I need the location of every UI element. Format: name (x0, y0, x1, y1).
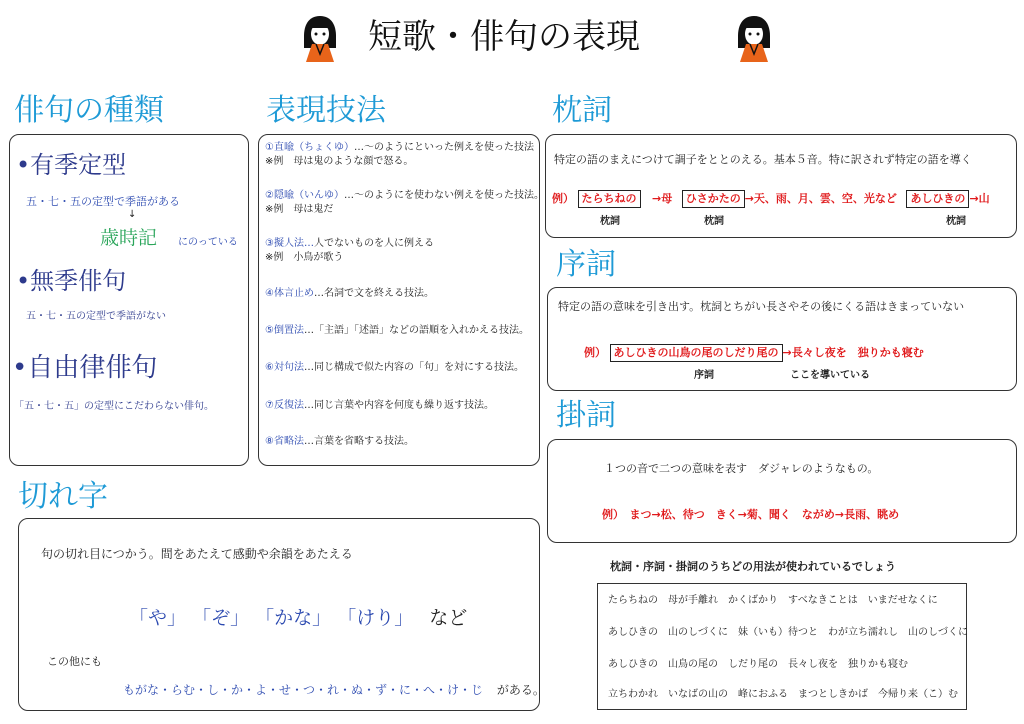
jokotoba-caption: 序詞 (694, 370, 714, 381)
makurakotoba-desc: 特定の語のまえにつけて調子をととのえる。基本５音。特に訳されず特定の語を導く (554, 153, 972, 166)
technique-item (265, 189, 544, 217)
technique-body: …同じ言葉や内容を何度も繰り返す技法。 (303, 400, 494, 411)
quiz-panel (597, 583, 967, 710)
technique-example: ※例 母は鬼のような顔で怒る。 (265, 156, 414, 167)
jokotoba-example (584, 344, 924, 362)
makurakotoba-panel (545, 134, 1017, 238)
makura-caption: 枕詞 (600, 216, 620, 227)
technique-head: ④体言止め (265, 288, 314, 299)
technique-head: ⑦反復法 (265, 400, 304, 411)
saijiki-label: 歳時記 (100, 227, 158, 249)
technique-body: …言葉を省略する技法。 (303, 436, 414, 447)
kakekotoba-example: 例） まつ→松、待つ きく→菊、聞く ながめ→長雨、眺め (602, 508, 900, 521)
technique-item (265, 399, 494, 413)
makura-caption: 枕詞 (946, 216, 966, 227)
kireji-nado: など (429, 607, 468, 629)
kireji-word: 「けり」 (337, 607, 414, 629)
kireji-panel (18, 518, 545, 711)
quiz-line: あしひきの 山のしづくに 妹（いも）待つと わが立ち濡れし 山のしづくに (608, 627, 968, 638)
technique-body: 人でないものを人に例える (313, 238, 434, 249)
quiz-question: 枕詞・序詞・掛詞のうちどの用法が使われているでしょう (610, 560, 896, 573)
quiz-line: あしひきの 山鳥の尾の しだり尾の 長々し夜を 独りかも寝む (608, 659, 908, 670)
girl-avatar-icon (732, 14, 776, 62)
makura-target: →山 (969, 192, 990, 205)
technique-body: …名詞で文を終える技法。 (313, 288, 434, 299)
technique-body: …〜のようにといった例えを使った技法 (353, 142, 534, 153)
technique-body: …同じ構成で似た内容の「句」を対にする技法。 (303, 362, 524, 373)
kireji-word: 「ぞ」 (192, 607, 250, 629)
technique-item (265, 324, 529, 338)
technique-item (265, 237, 434, 265)
quiz-line: たらちねの 母が手離れ かくばかり すべなきことは いまだせなくに (608, 595, 938, 606)
makura-target: →天、雨、月、雲、空、光など (744, 192, 897, 205)
kireji-words (129, 603, 467, 630)
technique-item (265, 287, 434, 301)
jiyuritsu-title: •自由律俳句 (12, 353, 158, 383)
quiz-line: 立ちわかれ いなばの山の 峰におふる まつとしきかば 今帰り来（こ）む (608, 689, 958, 700)
technique-head: ⑥対句法 (265, 362, 304, 373)
jokotoba-panel (547, 287, 1017, 391)
techniques-heading: 表現技法 (266, 93, 386, 128)
example-label: 例） (552, 192, 574, 205)
technique-example: ※例 母は鬼だ (265, 204, 334, 215)
kireji-other-label: この他にも (47, 655, 102, 668)
makurakotoba-example (552, 190, 990, 208)
kigo-teikei-desc: 五・七・五の定型で季語がある (26, 195, 180, 208)
makura-word: あしひきの (906, 190, 969, 208)
technique-head: ①直喩（ちょくゆ） (265, 142, 354, 153)
kireji-aru: がある。 (496, 683, 545, 697)
makurakotoba-heading: 枕詞 (552, 93, 612, 128)
technique-item (265, 435, 414, 449)
technique-example: ※例 小鳥が歌う (265, 252, 344, 263)
jokotoba-caption: ここを導いている (790, 370, 870, 381)
makura-word: ひさかたの (682, 190, 745, 208)
technique-item (265, 141, 534, 169)
example-label: 例） (584, 346, 606, 359)
kireji-word: 「や」 (129, 607, 187, 629)
technique-head: ③擬人法… (265, 238, 314, 249)
jokotoba-phrase: あしひきの山鳥の尾のしだり尾の (610, 344, 783, 362)
kakekotoba-desc: １つの音で二つの意味を表す ダジャレのようなもの。 (604, 462, 879, 475)
down-arrow-icon: ↓ (128, 209, 137, 220)
jokotoba-rest: →長々し夜を 独りかも寝む (782, 346, 924, 359)
technique-body: …「主語」「述語」などの語順を入れかえる技法。 (303, 325, 529, 336)
kigo-teikei-title: •有季定型 (16, 151, 127, 179)
kakekotoba-panel (547, 439, 1017, 543)
kireji-heading: 切れ字 (18, 479, 108, 514)
technique-body: …〜のようにを使わない例えを使った技法。 (343, 190, 544, 201)
girl-avatar-icon (298, 14, 342, 62)
jiyuritsu-desc: 「五・七・五」の定型にこだわらない俳句。 (14, 401, 214, 412)
makura-target: →母 (652, 192, 673, 205)
kireji-others-line (123, 681, 545, 698)
technique-head: ②隠喩（いんゆ） (265, 190, 344, 201)
page-title: 短歌・俳句の表現 (368, 17, 640, 57)
jokotoba-desc: 特定の語の意味を引き出す。枕詞とちがい長さやその後にくる語はきまっていない (558, 300, 965, 313)
kireji-word: 「かな」 (255, 607, 332, 629)
haiku-types-panel (9, 134, 249, 466)
technique-item (265, 361, 524, 375)
muki-title: •無季俳句 (16, 267, 127, 295)
makura-caption: 枕詞 (704, 216, 724, 227)
kakekotoba-heading: 掛詞 (556, 398, 616, 433)
kireji-others: もがな・らむ・し・か・よ・せ・つ・れ・ぬ・ず・に・へ・け・じ (123, 683, 484, 697)
jokotoba-heading: 序詞 (556, 247, 616, 282)
techniques-panel (258, 134, 544, 466)
technique-head: ⑤倒置法 (265, 325, 304, 336)
saijiki-note: にのっている (178, 237, 238, 248)
muki-desc: 五・七・五の定型で季語がない (26, 311, 166, 322)
kireji-desc: 句の切れ目につかう。間をあたえて感動や余韻をあたえる (41, 547, 353, 561)
technique-head: ⑧省略法 (265, 436, 304, 447)
haiku-types-heading: 俳句の種類 (14, 93, 164, 128)
makura-word: たらちねの (578, 190, 641, 208)
